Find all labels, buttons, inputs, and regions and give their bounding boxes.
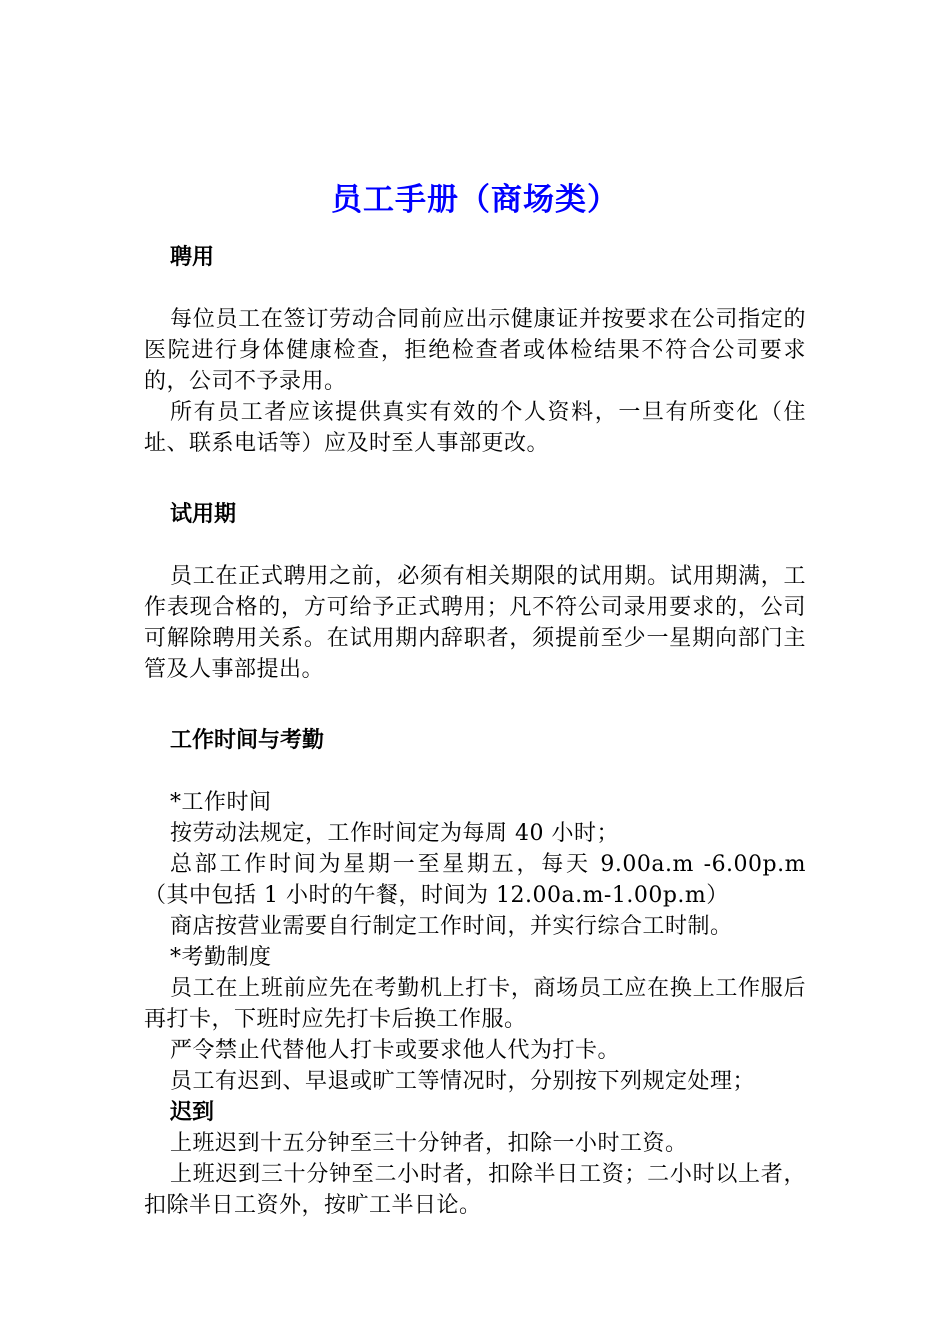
document-body bbox=[144, 174, 806, 1221]
attendance-paragraph: 员工有迟到、早退或旷工等情况时，分别按下列规定处理； bbox=[170, 1069, 756, 1094]
attendance-paragraph: *工作时间 bbox=[170, 790, 272, 815]
spacer bbox=[144, 459, 806, 499]
hiring-paragraph: 所有员工者应该提供真实有效的个人资料，一旦有所变化（住址、联系电话等）应及时至人事部更改。 bbox=[144, 400, 806, 456]
spacer bbox=[144, 529, 806, 561]
attendance-paragraph: 严令禁止代替他人打卡或要求他人代为打卡。 bbox=[170, 1038, 621, 1063]
section-heading-hiring: 聘用 bbox=[170, 244, 215, 270]
spacer bbox=[144, 272, 806, 304]
late-paragraph: 上班迟到三十分钟至二小时者，扣除半日工资；二小时以上者，扣除半日工资外，按旷工半日论。 bbox=[144, 1162, 806, 1218]
probation-paragraph: 员工在正式聘用之前，必须有相关期限的试用期。试用期满，工作表现合格的，方可给予正式聘用；凡不符公司录用要求的，公司可解除聘用关系。在试用期内辞职者，须提前至少一星期向部门主管及人事部提出。 bbox=[144, 564, 806, 682]
attendance-paragraph: 总部工作时间为星期一至星期五，每天 9.00a.m -6.00p.m（其中包括 1 小时的午餐，时间为 12.00a.m-1.00p.m） bbox=[144, 852, 806, 908]
late-paragraph: 上班迟到十五分钟至三十分钟者，扣除一小时工资。 bbox=[170, 1131, 688, 1156]
attendance-paragraph: 员工在上班前应先在考勤机上打卡，商场员工应在换上工作服后再打卡，下班时应先打卡后换工作服。 bbox=[144, 976, 806, 1032]
document-title: 员工手册（商场类） bbox=[331, 182, 619, 218]
spacer bbox=[144, 755, 806, 787]
subsection-heading-late: 迟到 bbox=[170, 1099, 215, 1125]
hiring-paragraph: 每位员工在签订劳动合同前应出示健康证并按要求在公司指定的医院进行身体健康检查，拒绝检查者或体检结果不符合公司要求的，公司不予录用。 bbox=[144, 307, 806, 394]
section-heading-attendance: 工作时间与考勤 bbox=[170, 727, 325, 753]
spacer bbox=[144, 685, 806, 725]
attendance-paragraph: 商店按营业需要自行制定工作时间，并实行综合工时制。 bbox=[170, 914, 733, 939]
attendance-paragraph: 按劳动法规定，工作时间定为每周 40 小时； bbox=[170, 821, 619, 846]
spacer bbox=[144, 226, 806, 242]
attendance-paragraph: *考勤制度 bbox=[170, 945, 272, 970]
section-heading-probation: 试用期 bbox=[170, 501, 237, 527]
